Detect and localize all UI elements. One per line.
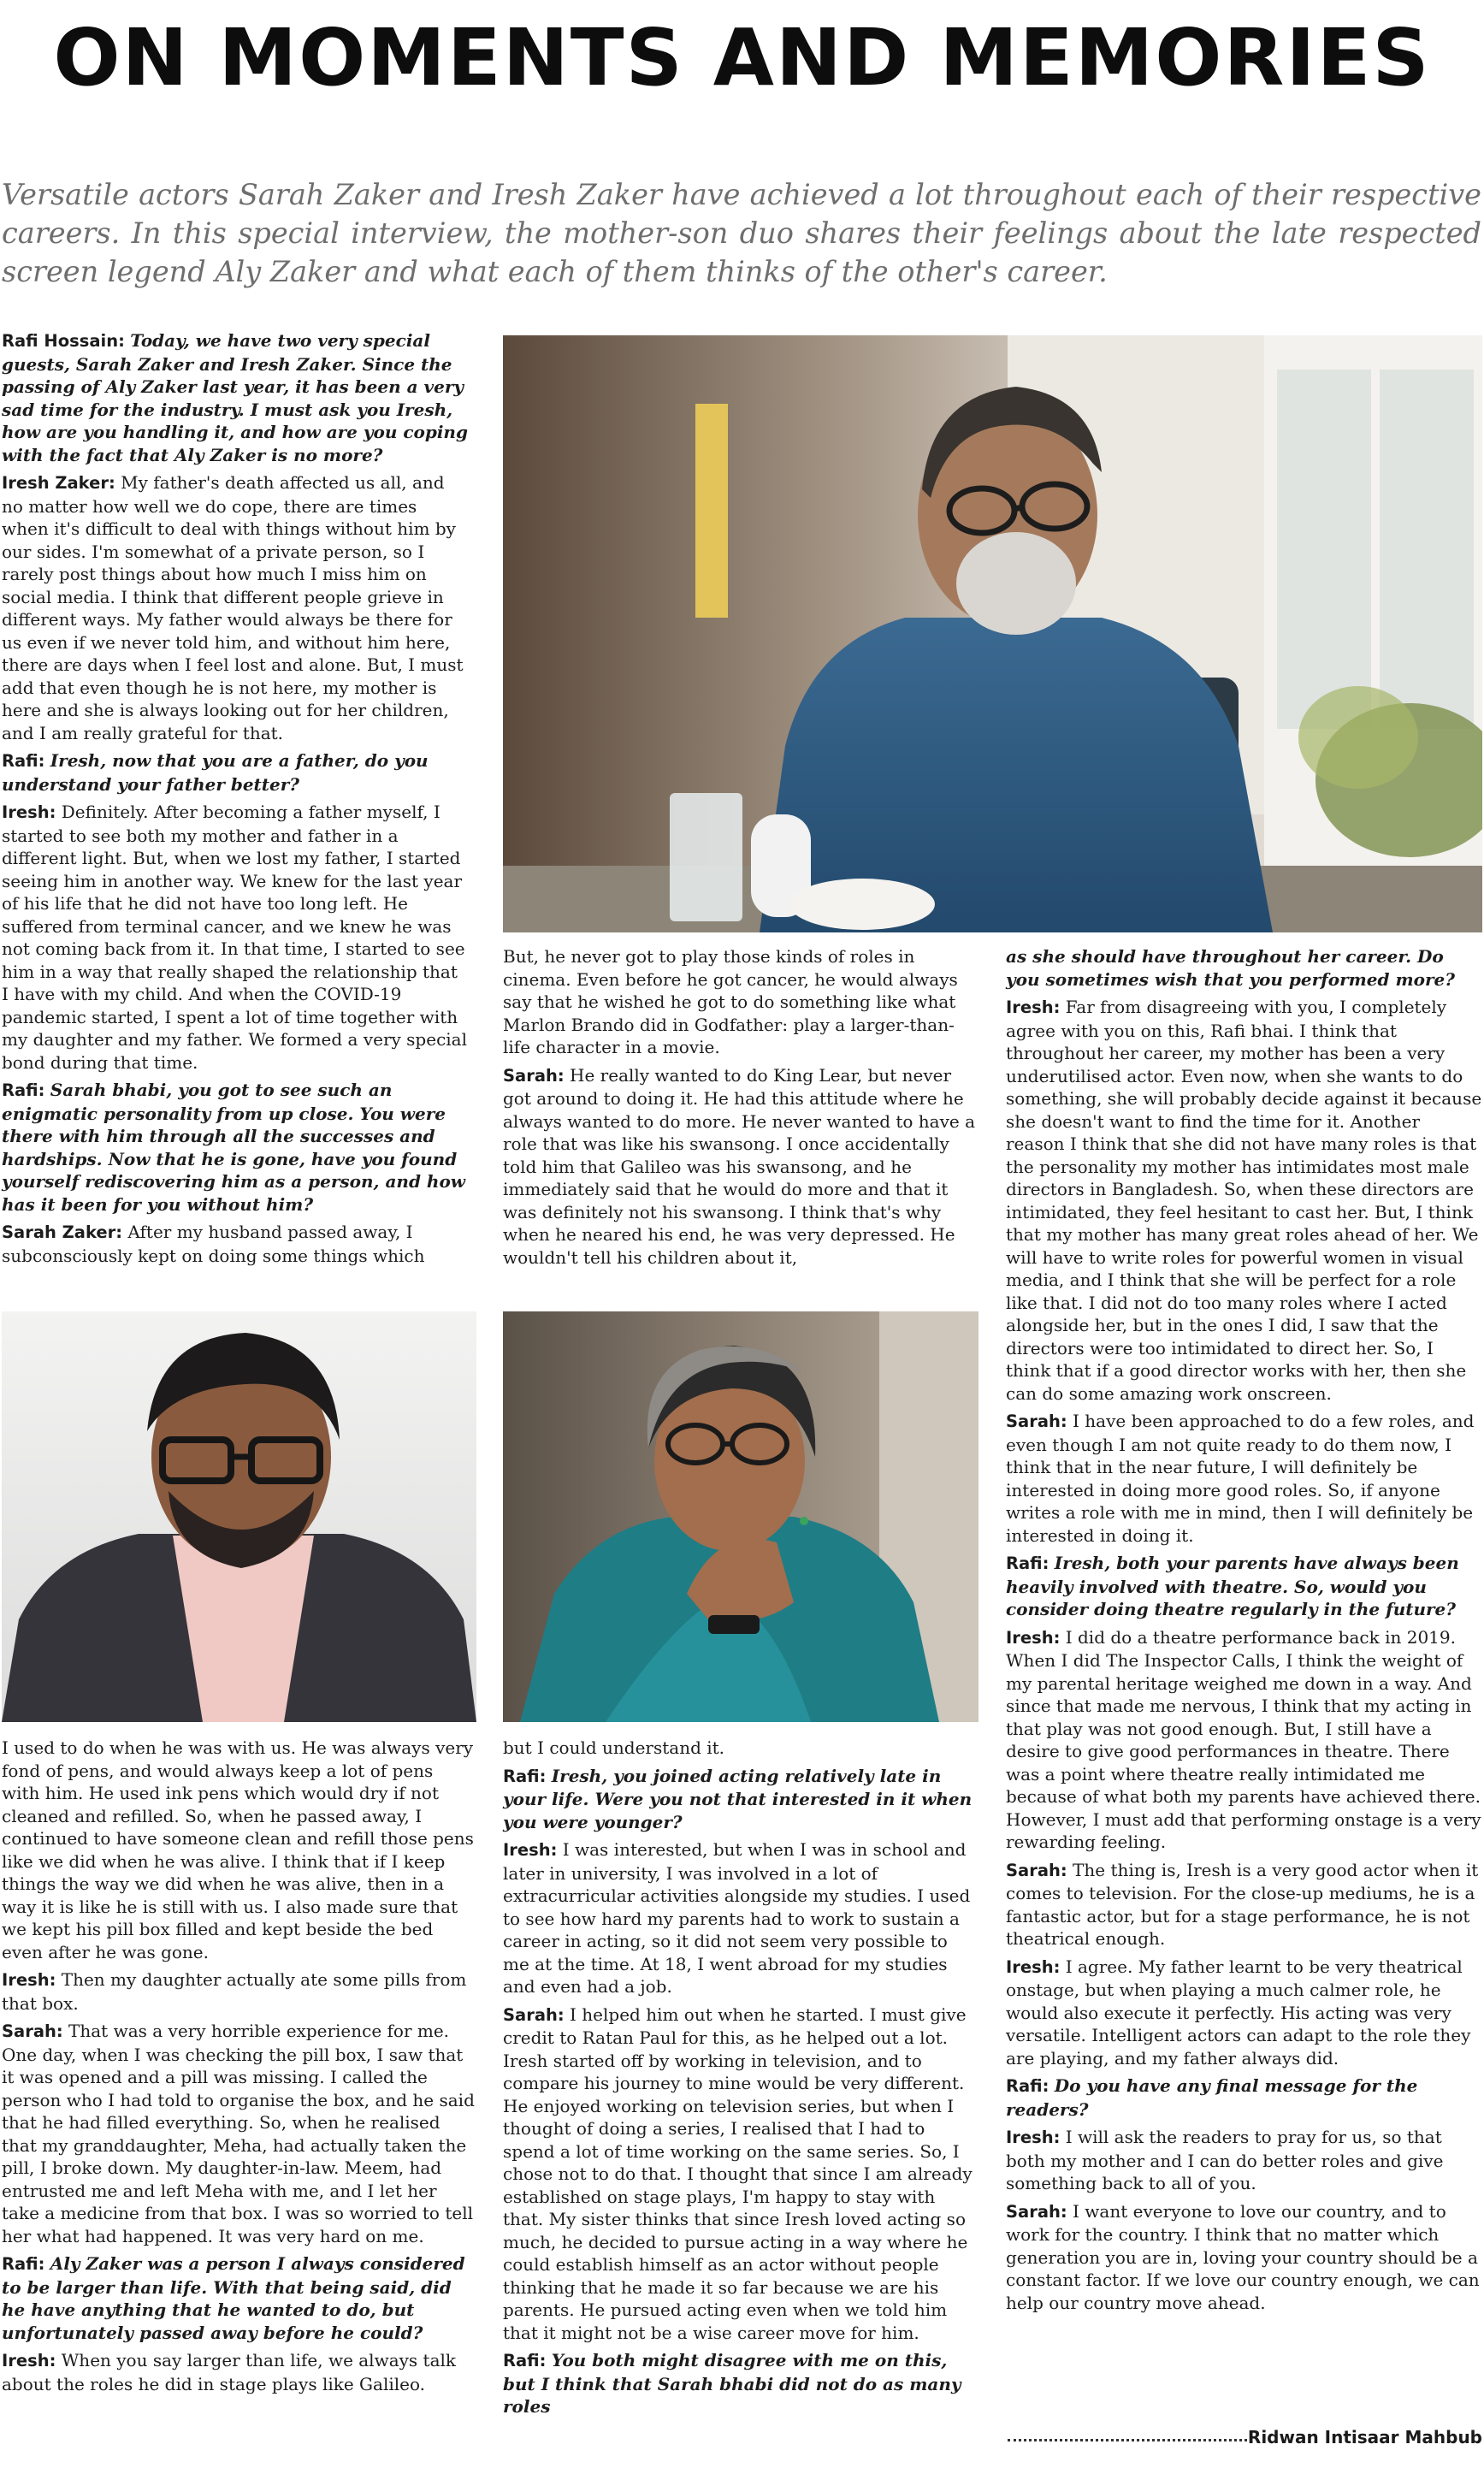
interview-paragraph bbox=[1006, 2126, 1482, 2195]
answer-text: He really wanted to do King Lear, but never got around to doing it. He had this attitude where he always wanted to do more. He never wanted to have a role that was like his swansong. I once accidentally told him that Galileo was his swansong, and he immediately said that he would do more and that it was definitely not his swansong. I think that's why when he neared his end, he was very depressed. He wouldn't tell his children about it, bbox=[503, 1064, 976, 1268]
question-text: Aly Zaker was a person I always considered to be larger than life. With that being said, did he have anything that he wanted to do, but unfortunately passed away before he could? bbox=[2, 2253, 465, 2343]
question-text: Do you have any final message for the readers? bbox=[1006, 2075, 1418, 2120]
answer-text: Then my daughter actually ate some pills from that box. bbox=[2, 1969, 467, 2014]
speaker-label: Sarah: bbox=[1006, 1412, 1067, 1431]
speaker-label: Iresh: bbox=[1006, 997, 1061, 1017]
answer-text: My father's death affected us all, and no matter how well we do cope, there are times when it's difficult to deal with things without him by our sides. I'm somewhat of a private person, so I rarely post things about how much I miss him on social media. I think that different people grieve in different ways. My father would always be there for us even if we never told him, and without him here, there are days when I feel lost and alone. But, I must add that even though he is not here, my mother is here and she is always looking out for her children, and I am really grateful for that. bbox=[2, 472, 464, 743]
speaker-label: Iresh: bbox=[2, 2351, 56, 2370]
interview-paragraph bbox=[503, 2003, 978, 2345]
question-text: Today, we have two very special guests, Sarah Zaker and Iresh Zaker. Since the passing of Aly Zaker last year, it has been a very sad time for the industry. I must ask you Iresh, how are you handling it, and how are you coping with the fact that Aly Zaker is no more? bbox=[2, 330, 468, 465]
photo-aly-zaker bbox=[503, 335, 1482, 932]
interview-paragraph bbox=[503, 945, 978, 1059]
interview-paragraph bbox=[1006, 1626, 1482, 1854]
speaker-label: Sarah: bbox=[1006, 2201, 1067, 2222]
question-text: Iresh, both your parents have always been heavily involved with theatre. So, would you consider doing theatre regularly in the future? bbox=[1006, 1553, 1459, 1619]
interview-paragraph bbox=[1006, 1552, 1482, 1621]
dotted-rule bbox=[1008, 2439, 1247, 2441]
speaker-label: Iresh Zaker: bbox=[2, 473, 115, 493]
answer-text: After my husband passed away, I subconsciously kept on doing some things which bbox=[2, 1222, 425, 1266]
question-text: as she should have throughout her career. Do you sometimes wish that you performed more? bbox=[1006, 946, 1455, 990]
interview-paragraph bbox=[2, 2252, 476, 2344]
speaker-label: Sarah: bbox=[2, 2021, 63, 2041]
speaker-label: Sarah Zaker: bbox=[2, 1222, 123, 1242]
answer-text: The thing is, Iresh is a very good actor when it comes to television. For the close-up mediums, he is a fantastic actor, but for a stage performance, he is not theatrical enough. bbox=[1006, 1859, 1479, 1949]
interview-paragraph bbox=[1006, 945, 1482, 991]
question-text: Sarah bhabi, you got to see such an enigmatic personality from up close. You were there with him through all the successes and hardships. Now that he is gone, have you found yourself rediscovering him as a person, and how has it been for you without him? bbox=[2, 1080, 466, 1215]
answer-text: When you say larger than life, we always talk about the roles he did in stage plays like Galileo. bbox=[2, 2350, 457, 2394]
answer-text: Far from disagreeing with you, I completely agree with you on this, Rafi bhai. I think that throughout her career, my mother has been a very underutilised actor. Even now, when she wants to do something, she will probably decide against it because she doesn't want to find the time for it. Another reason I think that she did not have many roles is that the personality my mother has intimidates most male directors in Bangladesh. So, when these directors are intimidated, they feel hesitant to cast her. But, I think that my mother has many great roles ahead of her. We will have to write roles for powerful women in visual media, and I think that she will be perfect for a role like that. I did not do too many roles where I acted alongside her, but in the ones I did, I saw that the directors were too intimidated to direct her. So, I think that if a good director works with her, then she can do some amazing work onscreen. bbox=[1006, 997, 1482, 1404]
interview-paragraph bbox=[2, 749, 469, 796]
speaker-label: Sarah: bbox=[503, 1065, 565, 1086]
interview-paragraph bbox=[1006, 2200, 1482, 2315]
speaker-label: Sarah: bbox=[503, 2004, 565, 2025]
interview-paragraph bbox=[1006, 1410, 1482, 1547]
answer-text: I used to do when he was with us. He was always very fond of pens, and would always keep a lot of pens with him. He used ink pens which would dry if not cleaned and refilled. So, when he passed away, I continued to have someone clean and refill those pens like we did when he was alive. I think that if I keep things the way we did when he was alive, then in a way it is like he is still with us. I also made sure that we kept his pill box filled and kept beside the bed even after he was gone. bbox=[2, 1737, 474, 1962]
column-2-bottom bbox=[503, 1737, 978, 2424]
question-text: Iresh, now that you are a father, do you understand your father better? bbox=[2, 750, 429, 795]
interview-paragraph bbox=[2, 1737, 476, 1963]
answer-text: I will ask the readers to pray for us, so that both my mother and I can do better roles and give something back to all of you. bbox=[1006, 2127, 1444, 2193]
speaker-label: Rafi: bbox=[2, 751, 45, 771]
column-1-bottom bbox=[2, 1737, 476, 2400]
interview-paragraph bbox=[503, 1737, 978, 1760]
speaker-label: Rafi: bbox=[1006, 2076, 1049, 2096]
answer-text: but I could understand it. bbox=[503, 1737, 725, 1758]
column-3 bbox=[1006, 945, 1482, 2319]
column-1-top bbox=[2, 329, 469, 1272]
interview-paragraph bbox=[1006, 1956, 1482, 2070]
photo-credit: Ridwan Intisaar Mahbub bbox=[1247, 2427, 1482, 2447]
speaker-label: Iresh: bbox=[1006, 1956, 1061, 1977]
answer-text: That was a very horrible experience for me. One day, when I was checking the pill box, I saw that it was opened and a pill was missing. I called the person who I had told to organise the box, and he said that he had filled everything. So, when he realised that my granddaughter, Meha, had actually taken the pill, I broke down. My daughter-in-law. Meem, had entrusted me and left Meha with me, and I let her take a medicine from that box. I was so worried to tell her what had happened. It was very hard on me. bbox=[2, 2021, 475, 2246]
interview-paragraph bbox=[1006, 996, 1482, 1405]
intro-paragraph: Versatile actors Sarah Zaker and Iresh Zaker have achieved a lot throughout each of their respective careers. In this special interview, the mother-son duo shares their feelings about the late respected screen legend Aly Zaker and what each of them thinks of the other's career. bbox=[2, 178, 1481, 288]
speaker-label: Rafi: bbox=[503, 2351, 547, 2370]
interview-paragraph bbox=[2, 801, 469, 1074]
speaker-label: Iresh: bbox=[1006, 2128, 1061, 2147]
interview-paragraph bbox=[2, 329, 469, 466]
speaker-label: Iresh: bbox=[2, 802, 56, 822]
interview-paragraph bbox=[2, 2020, 476, 2247]
photo-iresh-zaker bbox=[2, 1311, 476, 1722]
interview-paragraph bbox=[2, 1221, 469, 1267]
speaker-label: Rafi: bbox=[1006, 1554, 1049, 1573]
answer-text: I was interested, but when I was in school and later in university, I was involved in a lot of extracurricular activities alongside my studies. I used to see how hard my parents had to work to sustain a career in acting, so it did not seem very possible to me at the time. At 18, I went abroad for my studies and even had a job. bbox=[503, 1839, 971, 1997]
speaker-label: Rafi Hossain: bbox=[2, 331, 125, 351]
interview-paragraph bbox=[2, 2349, 476, 2395]
speaker-label: Rafi: bbox=[503, 1766, 547, 1786]
interview-paragraph bbox=[1006, 1859, 1482, 1950]
answer-text: Definitely. After becoming a father myself, I started to see both my mother and father in a different light. But, when we lost my father, I started seeing him in another way. We knew for the last year of his life that he did not have too long left. He suffered from terminal cancer, and we knew he was not coming back from it. In that time, I started to see him in a way that really shaped the relationship that I have with my child. And when the COVID-19 pandemic started, I spent a lot of time together with my daughter and my father. We formed a very special bond during that time. bbox=[2, 802, 467, 1073]
interview-paragraph bbox=[1006, 2074, 1482, 2121]
interview-paragraph bbox=[2, 471, 469, 744]
interview-paragraph bbox=[503, 1838, 978, 1998]
interview-paragraph bbox=[2, 1079, 469, 1216]
speaker-label: Sarah: bbox=[1006, 1860, 1067, 1880]
answer-text: But, he never got to play those kinds of roles in cinema. Even before he got cancer, he would always say that he wished he got to do something like what Marlon Brando did in Godfather: play a larger-than-life character in a movie. bbox=[503, 946, 958, 1057]
answer-text: I have been approached to do a few roles, and even though I am not quite ready to do them now, I think that in the near future, I will definitely be interested in doing more good roles. So, if anyone writes a role with me in mind, then I will definitely be interested in doing it. bbox=[1006, 1411, 1475, 1546]
question-text: You both might disagree with me on this, but I think that Sarah bhabi did not do as many roles bbox=[503, 2350, 961, 2417]
interview-paragraph bbox=[503, 1765, 978, 1834]
speaker-label: Iresh: bbox=[2, 1970, 56, 1990]
speaker-label: Rafi: bbox=[2, 1080, 45, 1100]
answer-text: I helped him out when he started. I must give credit to Ratan Paul for this, as he helped out a lot. Iresh started off by working in television, and to compare his journey to mine would be very different. He enjoyed working on television series, but when I thought of doing a series, I realised that I had to spend a lot of time working on the same series. So, I chose not to do that. I thought that since I am already established on stage plays, I'm happy to stay with that. My sister thinks that since Iresh loved acting so much, he decided to pursue acting in a way where he could establish himself as an actor without people thinking that he made it so far because we are his parents. He pursued acting even when we told him that it might not be a wise career move for him. bbox=[503, 2003, 973, 2343]
question-text: Iresh, you joined acting relatively late in your life. Were you not that interested in it when you were younger? bbox=[503, 1765, 973, 1832]
speaker-label: Iresh: bbox=[1006, 1627, 1061, 1648]
interview-paragraph bbox=[503, 2349, 978, 2418]
interview-paragraph bbox=[2, 1968, 476, 2015]
speaker-label: Iresh: bbox=[503, 1840, 558, 1860]
answer-text: I did do a theatre performance back in 2019. When I did The Inspector Calls, I think the weight of my parental heritage weighed me down in a way. And since that made me nervous, I think that my acting in that play was not good enough. But, I still have a desire to give good performances in theatre. There was a point where theatre really intimidated me because of what both my parents have achieved there. However, I must add that performing onstage is a very rewarding feeling. bbox=[1006, 1626, 1481, 1852]
speaker-label: Rafi: bbox=[2, 2254, 45, 2274]
answer-text: I want everyone to love our country, and to work for the country. I think that no matter which generation you are in, loving your country should be a constant factor. If we love our country enough, we can help our country move ahead. bbox=[1006, 2200, 1480, 2313]
answer-text: I agree. My father learnt to be very theatrical onstage, but when playing a much calmer role, he would also execute it perfectly. His acting was very versatile. Intelligent actors can adapt to the role they are playing, and my father always did. bbox=[1006, 1956, 1471, 2069]
interview-paragraph bbox=[503, 1064, 978, 1270]
photo-sarah-zaker bbox=[503, 1311, 978, 1722]
column-2-top bbox=[503, 945, 978, 1274]
headline: ON MOMENTS AND MEMORIES bbox=[53, 12, 1431, 104]
